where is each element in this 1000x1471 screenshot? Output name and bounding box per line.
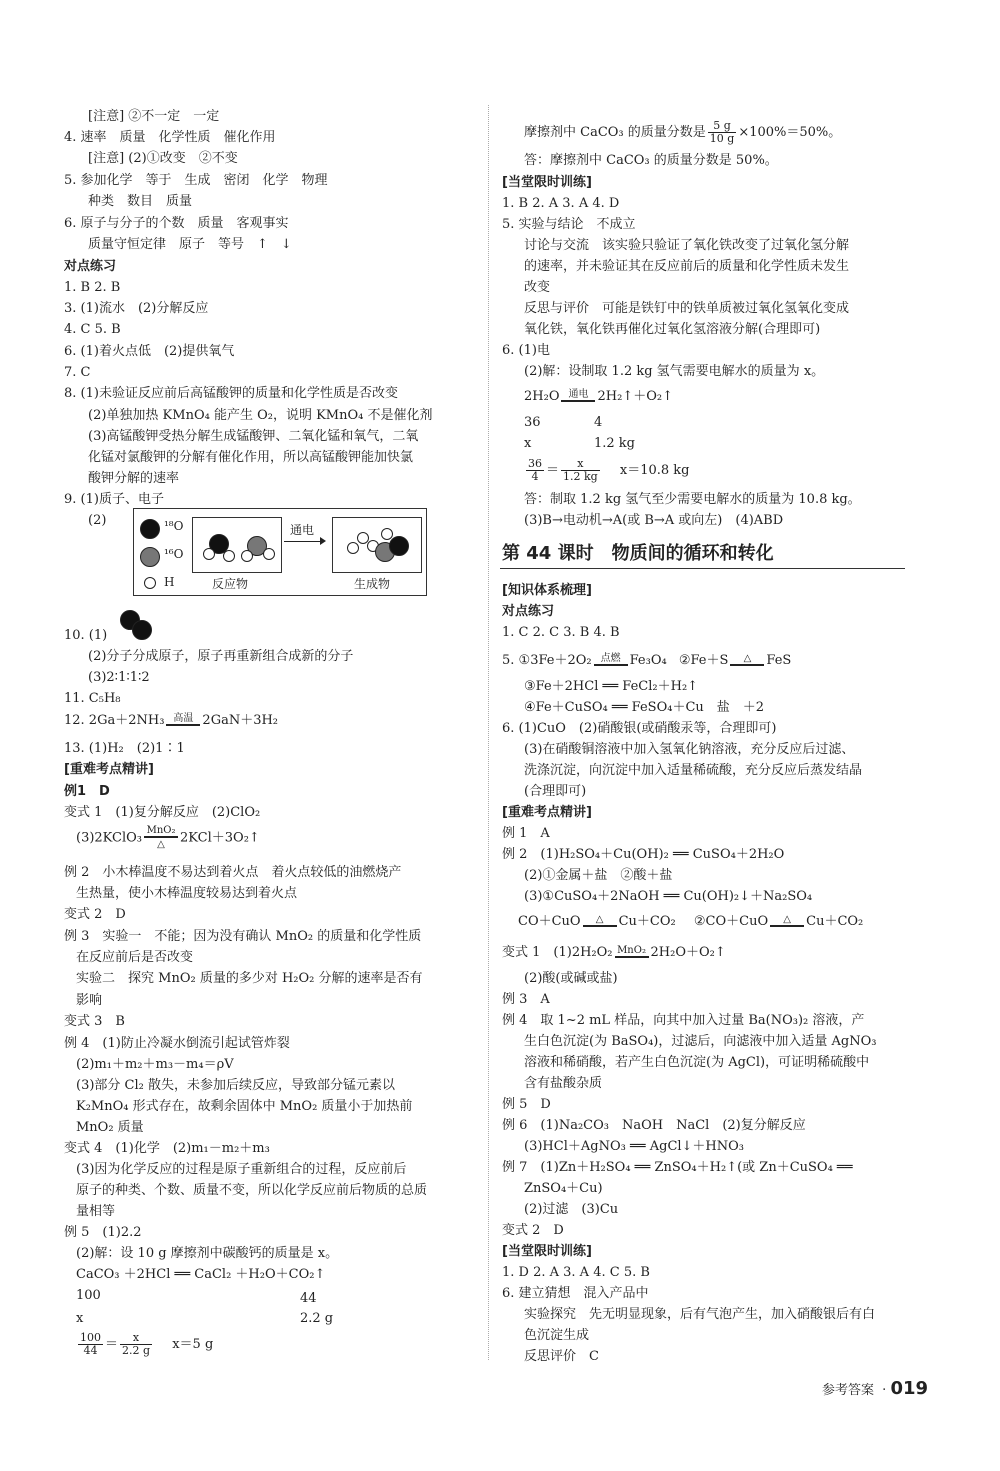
text-line: 变式 2 D [502, 1223, 564, 1238]
text-line: 答：摩擦剂中 CaCO₃ 的质量分数是 50%。 [524, 153, 778, 168]
o18-label: ¹⁸O [164, 519, 184, 533]
equation-rhs: 2GaN＋3H₂ [202, 713, 279, 728]
fraction [78, 1332, 103, 1357]
text-line: 质量守恒定律 原子 等号 ↑ ↓ [88, 237, 292, 252]
fraction-pre: 摩擦剂中 CaCO₃ 的质量分数是 [524, 125, 706, 140]
text-line: 反思与评价 可能是铁钉中的铁单质被过氧化氢氧化变成 [524, 301, 850, 316]
text-line: 反思评价 C [524, 1349, 599, 1364]
text-line: 例 4 (1)防止冷凝水倒流引起试管炸裂 [64, 1036, 290, 1051]
text-line: 1. C 2. C 3. B 4. B [502, 625, 620, 640]
text-line: [注意] (2)①改变 ②不变 [88, 151, 238, 166]
text-line: 6. (1)着火点低 (2)提供氧气 [64, 344, 235, 359]
section-heading: [知识体系梳理] [502, 583, 592, 598]
molecule-atom-icon [223, 550, 235, 562]
text-line: 8. (1)未验证反应前后高锰酸钾的质量和化学性质是否改变 [64, 386, 398, 401]
molecule-atom-icon [347, 542, 359, 554]
molecule-atom-icon [241, 550, 253, 562]
equation-line [76, 826, 260, 850]
text-line: 6. 建立猜想 混入产品中 [502, 1286, 649, 1301]
text-line: 1.2 kg [594, 436, 636, 451]
text-line: (3)HCl＋AgNO₃ ══ AgCl↓＋HNO₃ [524, 1139, 745, 1154]
text-line: 3. (1)流水 (2)分解反应 [64, 301, 209, 316]
text-line: 2.2 g [300, 1311, 334, 1326]
arrow-bar [594, 664, 628, 668]
text-line: x [76, 1311, 84, 1326]
text-line: 例 4 取 1~2 mL 样品，向其中加入过量 Ba(NO₃)₂ 溶液，产 [502, 1013, 865, 1028]
text-line: (2) [88, 513, 107, 528]
text-line: 答：制取 1.2 kg 氢气至少需要电解水的质量为 10.8 kg。 [524, 492, 861, 507]
text-line: 6. (1)CuO (2)硝酸银(或硝酸汞等，合理即可) [502, 721, 777, 736]
text-line: ③Fe＋2HCl ══ FeCl₂＋H₂↑ [524, 679, 699, 694]
equation-lhs: 变式 1 (1)2H₂O₂ [502, 945, 613, 960]
text-line: 影响 [76, 993, 103, 1008]
equation-line [64, 712, 278, 729]
text-line: (合理即可) [524, 784, 587, 799]
reaction-arrow-icon [284, 541, 324, 542]
text-line: 13. (1)H₂ (2)1∶1 [64, 741, 185, 756]
text-line: 6. (1)电 [502, 343, 550, 358]
text-line: 洗涤沉淀，向沉淀中加入适量稀硫酸，充分反应后蒸发结晶 [524, 763, 863, 778]
molecule-atom-icon [203, 548, 215, 560]
section-heading: [当堂限时训练] [502, 175, 592, 190]
fraction [120, 1332, 152, 1357]
equation-rhs: FeS [766, 653, 792, 668]
molecule-diagram [133, 508, 427, 596]
section-heading: [当堂限时训练] [502, 1244, 592, 1259]
product-box [332, 517, 422, 573]
text-line: (3)①CuSO₄＋2NaOH ══ Cu(OH)₂↓＋Na₂SO₄ [524, 889, 813, 904]
equation-lhs: 12. 2Ga＋2NH₃ [64, 713, 165, 728]
fraction-line: $\frac{36}{4}$ ＝ $\frac{x}{1.2 kg}$ x＝10.8 kg [528, 457, 690, 483]
molecule-atom-icon [389, 536, 409, 556]
arrow-condition: MnO₂ [146, 825, 176, 836]
text-line: 生热量，使小木棒温度较易达到着火点 [76, 886, 298, 901]
text-line: 1. B 2. A 3. A 4. D [502, 196, 620, 211]
equation-rhs: Fe₃O₄ [629, 653, 667, 668]
o16-atom-icon [140, 547, 160, 567]
text-line: 原子的种类、个数、质量不变，所以化学反应前后物质的总质 [76, 1183, 428, 1198]
numerator: x [120, 1332, 152, 1345]
arrow-condition: 点燃 [600, 652, 621, 664]
equation-line [502, 652, 791, 669]
text-line: 讨论与交流 该实验只验证了氧化铁改变了过氧化氢分解 [524, 238, 850, 253]
text-line: (3)B→电动机→A(或 B→A 或向左) (4)ABD [524, 513, 784, 528]
text-line: (3)2∶1∶1∶2 [88, 670, 150, 685]
text-line: 9. (1)质子、电子 [64, 492, 164, 507]
arrow-bar [615, 956, 649, 960]
text-line: (2)①金属＋盐 ②酸＋盐 [524, 868, 673, 883]
arrow-bar [166, 724, 200, 728]
section-title: 第 44 课时 物质间的循环和转化 [502, 543, 774, 564]
text-line: 化锰对氯酸钾的分解有催化作用，所以高锰酸钾能加快氯 [88, 450, 414, 465]
equation-rhs: Cu＋CO₂ [618, 914, 676, 929]
equation-arrow [615, 946, 649, 960]
text-line: 例 5 (1)2.2 [64, 1225, 142, 1240]
h-atom-icon [144, 577, 156, 589]
text-line: 例 3 A [502, 992, 550, 1007]
equation-rhs: Cu＋CO₂ [806, 914, 864, 929]
arrow-label: 通电 [290, 523, 315, 537]
fraction-line [524, 120, 841, 145]
text-line: x [524, 436, 532, 451]
text-line: 36 [524, 415, 541, 430]
equation-rhs: 2H₂↑＋O₂↑ [597, 389, 673, 404]
text-line: 5. 实验与结论 不成立 [502, 217, 636, 232]
text-line: 例 3 实验一 不能；因为没有确认 MnO₂ 的质量和化学性质 [64, 929, 422, 944]
fraction-result: x＝10.8 kg [619, 463, 690, 478]
text-line: 种类 数目 质量 [88, 194, 193, 209]
text-line: 7. C [64, 365, 91, 380]
denominator: 44 [83, 1344, 98, 1357]
arrow-condition: △ [743, 652, 752, 664]
text-line: ZnSO₄＋Cu) [524, 1181, 603, 1196]
text-line: 含有盐酸杂质 [524, 1076, 603, 1091]
text-line: (3)在硝酸铜溶液中加入氢氧化钠溶液，充分反应后过滤、 [524, 742, 855, 757]
column-divider [488, 105, 489, 1360]
equation-lhs: 5. ①3Fe＋2O₂ [502, 653, 592, 668]
arrow-bar [583, 925, 617, 929]
equation-arrow [594, 654, 628, 668]
text-line: 例 7 (1)Zn＋H₂SO₄ ══ ZnSO₄＋H₂↑(或 Zn＋CuSO₄ ══ [502, 1160, 853, 1175]
text-line: (2)m₁＋m₂＋m₃－m₄＝ρV [76, 1057, 234, 1072]
fraction [708, 120, 737, 145]
equation-line [524, 388, 673, 405]
text-line: (2)分子分成原子，原子再重新组合成新的分子 [88, 649, 354, 664]
reactant-label: 反应物 [212, 577, 249, 591]
page-number: 019 [890, 1378, 929, 1399]
denominator: 2.2 g [122, 1344, 151, 1357]
text-line: (2)单独加热 KMnO₄ 能产生 O₂，说明 KMnO₄ 不是催化剂 [88, 408, 433, 423]
section-heading: [重难考点精讲] [502, 805, 592, 820]
text-line: 4. C 5. B [64, 322, 121, 337]
o16-label: ¹⁶O [164, 547, 184, 561]
molecule-icon [118, 608, 158, 638]
arrow-condition: △ [783, 913, 791, 925]
o18-atom-icon [140, 519, 160, 539]
arrow-head-icon [320, 537, 326, 545]
equation-rhs: 2KCl＋3O₂↑ [180, 830, 260, 846]
text-line: 10. (1) [64, 628, 108, 643]
text-line: 4. 速率 质量 化学性质 催化作用 [64, 130, 276, 145]
fraction [526, 458, 544, 483]
arrow-bar [770, 925, 804, 929]
denominator: 1.2 kg [563, 470, 598, 483]
text-line: 6. 原子与分子的个数 质量 客观事实 [64, 216, 289, 231]
text-line: 实验探究 先无明显现象，后有气泡产生，加入硝酸银后有白 [524, 1307, 876, 1322]
text-line: 11. C₅H₈ [64, 691, 121, 706]
text-line: 的速率，并未验证其在反应前后的质量和化学性质未发生 [524, 259, 850, 274]
equation-arrow [561, 390, 595, 404]
arrow-bar [730, 664, 764, 668]
text-line: 酸钾分解的速率 [88, 471, 180, 486]
fraction-post: ×100%＝50%。 [738, 125, 842, 140]
equation-lhs: CO＋CuO [518, 914, 581, 929]
numerator: 100 [80, 1331, 101, 1344]
text-line: (2)解：设制取 1.2 kg 氢气需要电解水的质量为 x。 [524, 364, 825, 379]
text-line: (2)酸(或碱或盐) [524, 971, 618, 986]
equation-arrow [770, 915, 804, 929]
arrow-bar [561, 400, 595, 404]
text-line: 氧化铁，氧化铁再催化过氧化氢溶液分解(合理即可) [524, 322, 821, 337]
molecule-atom-icon [381, 528, 393, 540]
text-line: 例 5 D [502, 1097, 551, 1112]
text-line: 变式 3 B [64, 1014, 125, 1029]
text-line: 改变 [524, 280, 551, 295]
text-line: (2)过滤 (3)Cu [524, 1202, 619, 1217]
fraction [561, 458, 600, 483]
fraction-result: x＝5 g [172, 1337, 214, 1352]
text-line: 5. 参加化学 等于 生成 密闭 化学 物理 [64, 173, 328, 188]
equation-line: CaCO₃ ＋2HCl ══ CaCl₂ ＋H₂O＋CO₂↑ [76, 1267, 326, 1282]
text-line: 变式 4 (1)化学 (2)m₁－m₂＋m₃ [64, 1141, 270, 1156]
text-line: 变式 1 (1)复分解反应 (2)ClO₂ [64, 805, 261, 820]
equation-rhs: 2H₂O＋O₂↑ [650, 945, 726, 960]
molecule-atom-icon [132, 620, 152, 640]
equation-lhs: ②CO＋CuO [693, 914, 769, 929]
text-line: 44 [300, 1291, 317, 1306]
text-line: MnO₂ 质量 [76, 1120, 144, 1135]
denominator: 4 [531, 470, 539, 483]
equation-arrow [166, 714, 200, 728]
h-label: H [164, 575, 175, 589]
equation-line [518, 913, 863, 930]
text-line: 色沉淀生成 [524, 1328, 590, 1343]
arrow-condition: 高温 [173, 712, 194, 724]
text-line: 例 6 (1)Na₂CO₃ NaOH NaCl (2)复分解反应 [502, 1118, 806, 1133]
arrow-condition: 通电 [568, 388, 589, 400]
arrow-condition: MnO₂ [617, 944, 646, 956]
text-line: (3)高锰酸钾受热分解生成锰酸钾、二氧化锰和氧气，二氧 [88, 429, 419, 444]
molecule-atom-icon [263, 548, 275, 560]
text-line: 实验二 探究 MnO₂ 质量的多少对 H₂O₂ 分解的速率是否有 [76, 971, 423, 986]
text-line: 例 2 小木棒温度不易达到着火点 着火点较低的油燃烧产 [64, 865, 402, 880]
text-line: 1. B 2. B [64, 280, 121, 295]
numerator: x [561, 458, 600, 471]
equation-arrow [144, 826, 178, 850]
section-rule [500, 568, 905, 569]
text-line: 1. D 2. A 3. A 4. C 5. B [502, 1265, 650, 1280]
text-line: 溶液和稀硝酸，若产生白色沉淀(为 AgCl)，可证明稀硫酸中 [524, 1055, 870, 1070]
text-line: 例 1 A [502, 826, 550, 841]
section-heading: 对点练习 [502, 604, 555, 619]
text-line: 生白色沉淀(为 BaSO₄)，过滤后，向滤液中加入适量 AgNO₃ [524, 1034, 877, 1049]
text-line: (3)部分 Cl₂ 散失，未参加后续反应，导致部分锰元素以 [76, 1078, 395, 1093]
denominator: 10 g [709, 132, 735, 145]
fraction-line: $\frac{100}{44}$ ＝ $\frac{x}{2.2 g}$ x＝5 g [80, 1331, 214, 1357]
text-line: 100 [76, 1288, 101, 1303]
equation-line [502, 944, 726, 961]
text-line: 例 2 (1)H₂SO₄＋Cu(OH)₂ ══ CuSO₄＋2H₂O [502, 847, 785, 862]
arrow-condition: △ [595, 913, 604, 925]
text-line: 变式 2 D [64, 907, 126, 922]
equation-lhs: (3)2KClO₃ [76, 830, 143, 846]
numerator: 5 g [708, 120, 737, 133]
equation-arrow [730, 654, 764, 668]
equation-lhs: 2H₂O [524, 389, 560, 404]
product-label: 生成物 [354, 577, 391, 591]
text-line: 在反应前后是否改变 [76, 950, 194, 965]
reactant-box [192, 517, 282, 573]
text-line: ④Fe＋CuSO₄ ══ FeSO₄＋Cu 盐 ＋2 [524, 700, 765, 715]
numerator: 36 [528, 457, 542, 470]
page-footer: 参考答案 · 019 [822, 1378, 929, 1399]
footer-label: 参考答案 [822, 1383, 875, 1398]
equation-arrow [583, 915, 617, 929]
text-line: K₂MnO₄ 形式存在，故剩余固体中 MnO₂ 质量小于加热前 [76, 1099, 413, 1114]
text-line: (2)解：设 10 g 摩擦剂中碳酸钙的质量是 x。 [76, 1246, 339, 1261]
text-line: (3)因为化学反应的过程是原子重新组合的过程，反应前后 [76, 1162, 407, 1177]
text-line: 量相等 [76, 1204, 116, 1219]
section-heading: 对点练习 [64, 259, 117, 274]
text-line: [注意] ②不一定 一定 [88, 109, 220, 124]
text-line: 4 [594, 415, 603, 430]
section-heading: [重难考点精讲] [64, 762, 154, 777]
text-line: 例1 D [64, 784, 110, 799]
arrow-condition-bottom: △ [157, 839, 165, 850]
equation-lhs: ②Fe＋S [678, 653, 729, 668]
